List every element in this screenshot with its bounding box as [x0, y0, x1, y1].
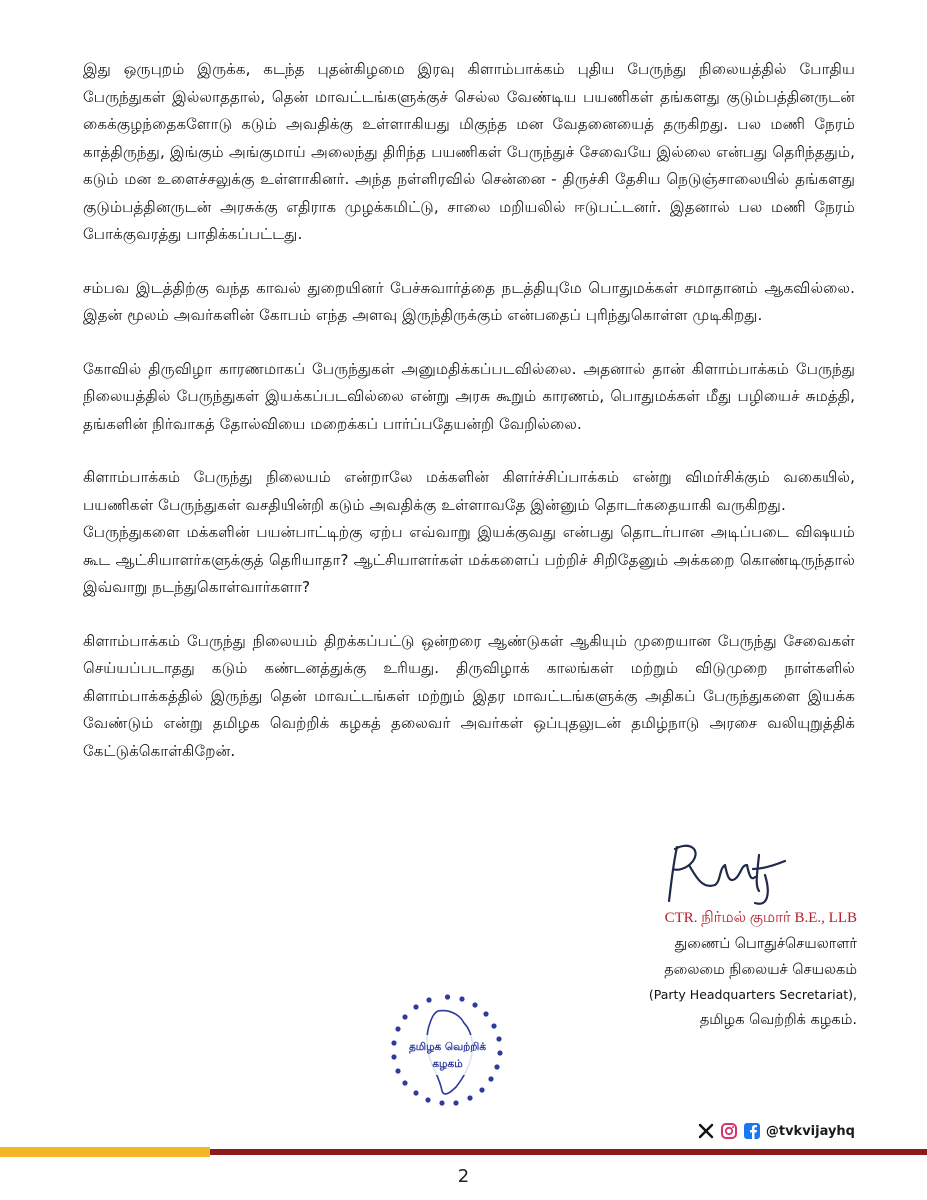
signatory-name: CTR. நிர்மல் குமார் B.E., LLB	[664, 910, 857, 926]
paragraph-1: இது ஒருபுறம் இருக்க, கடந்த புதன்கிழமை இரவு கிளாம்பாக்கம் புதிய பேருந்து நிலையத்தில் போதிய பேருந்துகள் இல்லாததால், தென் மாவட்டங்களுக்குச் செல்ல வேண்டிய பயணிகள் தங்களது குடும்பத்தினருடன் கைக்குழந்தைகளோடு கடும் அவதிக்கு உள்ளாகியது மிகுந்த மன வேதனையைத் தருகிறது. பல மணி நேரம் காத்திருந்து, இங்கும் அங்குமாய் அலைந்து திரிந்த பயணிகள் பேருந்துச் சேவையே இல்லை என்பது தெரிந்ததும், கடும் மன உளைச்சலுக்கு உள்ளாகினர். அந்த நள்ளிரவில் சென்னை - திருச்சி தேசிய நெடுஞ்சாலையில் தங்களது குடும்பத்தினருடன் அரசுக்கு எதிராக முழக்கமிட்டு, சாலை மறியலில் ஈடுபட்டனர். இதனால் பல மணி நேரம் போக்குவரத்து பாதிக்கப்பட்டது.	[83, 60, 855, 243]
signatory-office: தலைமை நிலையச் செயலகம்	[664, 962, 857, 978]
paragraph-3: கோவில் திருவிழா காரணமாகப் பேருந்துகள் அனுமதிக்கப்படவில்லை. அதனால் தான் கிளாம்பாக்கம் பேருந்து நிலையத்தில் பேருந்துகள் இயக்கப்படவில்லை என்று அரசு கூறும் காரணம், பொதுமக்கள் மீது பழியைச் சுமத்தி, தங்களின் நிர்வாகத் தோல்வியை மறைக்கப் பார்ப்பதேயன்றி வேறில்லை.	[83, 359, 855, 433]
paragraph-5: பேருந்துகளை மக்களின் பயன்பாட்டிற்கு ஏற்ப எவ்வாறு இயக்குவது என்பது தொடர்பான அடிப்படை விஷயம் கூட ஆட்சியாளர்களுக்குத் தெரியாதா? ஆட்சியாளர்கள் மக்களைப் பற்றிச் சிறிதேனும் அக்கறை கொண்டிருந்தால் இவ்வாறு நடந்துகொள்வார்களா?	[83, 523, 855, 596]
signature-block	[649, 905, 857, 1033]
signatory-title: துணைப் பொதுச்செயலாளர்	[674, 936, 857, 952]
letter-body	[83, 56, 855, 765]
handwritten-signature	[655, 835, 805, 905]
social-media-bar	[697, 1120, 855, 1142]
paragraph-6: கிளாம்பாக்கம் பேருந்து நிலையம் திறக்கப்பட்டு ஒன்றரை ஆண்டுகள் ஆகியும் முறையான பேருந்து சேவைகள் செய்யப்படாதது கடும் கண்டனத்துக்கு உரியது. திருவிழாக் காலங்கள் மற்றும் விடுமுறை நாள்களில் கிளாம்பாக்கத்தில் இருந்து தென் மாவட்டங்கள் மற்றும் இதர மாவட்டங்களுக்கு அதிகப் பேருந்துகளை இயக்க வேண்டும் என்று தமிழக வெற்றிக் கழகத் தலைவர் அவர்கள் ஒப்புதலுடன் தமிழ்நாடு அரசை வலியுறுத்திக் கேட்டுக்கொள்கிறேன்.	[83, 631, 855, 760]
emblem-text-line2: கழகம்	[432, 1058, 463, 1070]
signatory-office-english: (Party Headquarters Secretariat),	[648, 987, 857, 1002]
instagram-icon[interactable]	[720, 1122, 738, 1140]
footer-band-maroon	[210, 1149, 927, 1155]
party-name: தமிழக வெற்றிக் கழகம்.	[699, 1012, 857, 1028]
paragraph-2: சம்பவ இடத்திற்கு வந்த காவல் துறையினர் பேச்சுவார்த்தை நடத்தியுமே பொதுமக்கள் சமாதானம் ஆகவில்லை. இதன் மூலம் அவர்களின் கோபம் எந்த அளவு இருந்திருக்கும் என்பதைப் புரிந்துகொள்ள முடிகிறது.	[83, 278, 855, 324]
footer-color-band	[0, 1147, 927, 1157]
x-twitter-icon[interactable]	[697, 1122, 715, 1140]
facebook-icon[interactable]	[743, 1122, 761, 1140]
paragraph-4: கிளாம்பாக்கம் பேருந்து நிலையம் என்றாலே மக்களின் கிளர்ச்சிப்பாக்கம் என்று விமர்சிக்கும் வகையில், பயணிகள் பேருந்துகள் வசதியின்றி கடும் அவதிக்கு உள்ளாவதே இன்னும் தொடர்கதையாகி வருகிறது.	[83, 468, 855, 514]
party-emblem-logo	[390, 993, 505, 1108]
social-handle[interactable]: @tvkvijayhq	[765, 1123, 855, 1139]
emblem-text-line1: தமிழக வெற்றிக்	[408, 1041, 487, 1053]
page-number: 2	[457, 1166, 470, 1187]
footer-band-yellow	[0, 1147, 210, 1157]
